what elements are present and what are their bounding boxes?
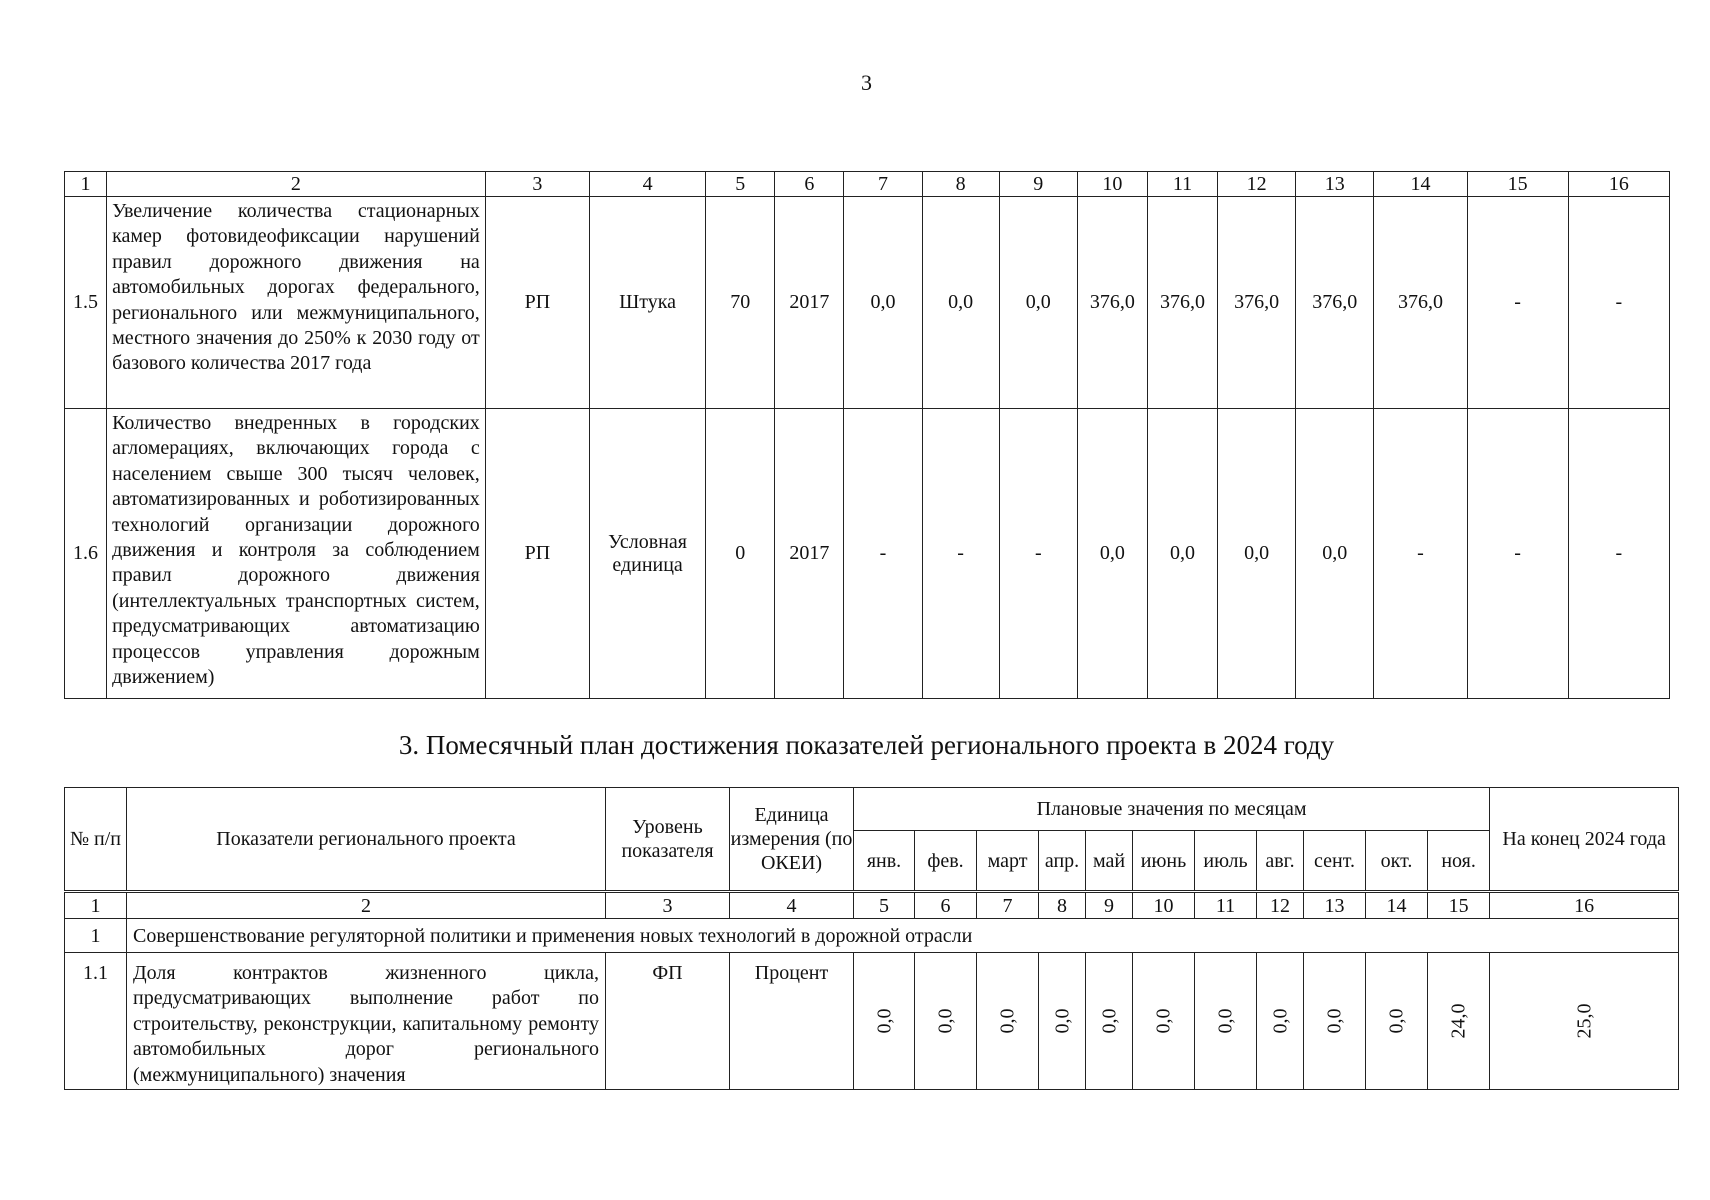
month-value-cell (1366, 953, 1428, 1090)
indicator-level: РП (485, 197, 589, 409)
value-cell: - (1374, 409, 1467, 699)
table-row (65, 409, 1670, 699)
month-header: авг. (1257, 831, 1304, 892)
section-number: 1 (65, 919, 127, 953)
col-number: 5 (706, 172, 775, 197)
header-number: № п/п (65, 788, 127, 892)
monthly-plan-table (64, 787, 1679, 1090)
month-value: 0,0 (1323, 1008, 1346, 1034)
header-year-end: На конец 2024 года (1490, 788, 1679, 892)
col-number: 7 (844, 172, 922, 197)
month-header: янв. (854, 831, 915, 892)
col-number: 2 (107, 172, 486, 197)
col-number: 10 (1133, 892, 1195, 919)
row-number: 1.1 (65, 953, 127, 1090)
col-number: 10 (1077, 172, 1147, 197)
section-title: 3. Помесячный план достижения показателей регионального проекта в 2024 году (398, 730, 1335, 760)
col-number: 14 (1366, 892, 1428, 919)
value-cell: 376,0 (1296, 197, 1374, 409)
month-value: 24,0 (1447, 1003, 1470, 1039)
header-indicator: Показатели регионального проекта (127, 788, 606, 892)
col-number: 1 (65, 172, 107, 197)
col-number: 12 (1218, 172, 1296, 197)
column-number-row (65, 172, 1670, 197)
col-number: 13 (1296, 172, 1374, 197)
base-value: 0 (706, 409, 775, 699)
value-cell: - (1568, 197, 1669, 409)
month-value-cell (915, 953, 977, 1090)
indicator-description: Количество внедренных в городских агломерациях, включающих города с населением свыше 300 тысяч человек, автоматизированных и роботизированных технологий организации дорожного движения и контроля за соблюдением правил дорожного движения (интеллектуальных транспортных систем, предусматривающих автоматизацию процессов управления дорожным движением) (107, 409, 486, 699)
col-number: 6 (775, 172, 844, 197)
month-value-cell (1257, 953, 1304, 1090)
value-cell: 0,0 (844, 197, 922, 409)
month-value: 0,0 (1385, 1008, 1408, 1034)
month-value-cell (1086, 953, 1133, 1090)
value-cell: 376,0 (1147, 197, 1217, 409)
col-number: 12 (1257, 892, 1304, 919)
month-header: сент. (1304, 831, 1366, 892)
page-number: 3 (861, 70, 872, 95)
month-value-cell (1304, 953, 1366, 1090)
month-header: апр. (1039, 831, 1086, 892)
col-number: 3 (606, 892, 730, 919)
row-number: 1.5 (65, 197, 107, 409)
month-value: 0,0 (996, 1008, 1019, 1034)
table-row (65, 197, 1670, 409)
col-number: 11 (1195, 892, 1257, 919)
table-row (65, 953, 1679, 1090)
col-number: 9 (1086, 892, 1133, 919)
value-cell: 0,0 (1218, 409, 1296, 699)
value-cell: - (1568, 409, 1669, 699)
month-value-cell (1195, 953, 1257, 1090)
indicators-table-continued (64, 171, 1670, 699)
value-cell: 0,0 (1147, 409, 1217, 699)
col-number: 6 (915, 892, 977, 919)
value-cell: 376,0 (1218, 197, 1296, 409)
col-number: 8 (1039, 892, 1086, 919)
value-cell: - (999, 409, 1077, 699)
col-number: 4 (589, 172, 705, 197)
indicator-description: Увеличение количества стационарных камер фотовидеофиксации нарушений правил дорожного движения на автомобильных дорогах федерального, регионального или межмуниципального, местного значения до 250% к 2030 году от базового количества 2017 года (107, 197, 486, 409)
value-cell: 376,0 (1374, 197, 1467, 409)
month-header: март (977, 831, 1039, 892)
section-row (65, 919, 1679, 953)
indicator-level: ФП (606, 953, 730, 1090)
col-number: 3 (485, 172, 589, 197)
row-number: 1.6 (65, 409, 107, 699)
col-number: 8 (922, 172, 999, 197)
header-monthly: Плановые значения по месяцам (854, 788, 1490, 831)
unit-of-measure: Процент (730, 953, 854, 1090)
month-value: 0,0 (1152, 1008, 1175, 1034)
month-header: июнь (1133, 831, 1195, 892)
month-header: фев. (915, 831, 977, 892)
col-number: 16 (1568, 172, 1669, 197)
unit-of-measure: Условная единица (589, 409, 705, 699)
value-cell: - (922, 409, 999, 699)
value-cell: 0,0 (1296, 409, 1374, 699)
indicator-description: Доля контрактов жизненного цикла, предусматривающих выполнение работ по строительству, реконструкции, капитальному ремонту автомобильных дорог регионального (межмуниципального) значения (127, 953, 606, 1090)
col-number: 4 (730, 892, 854, 919)
value-cell: 0,0 (999, 197, 1077, 409)
month-value-cell (977, 953, 1039, 1090)
month-header: ноя. (1428, 831, 1490, 892)
base-value: 70 (706, 197, 775, 409)
month-header: окт. (1366, 831, 1428, 892)
section-row-title: Совершенствование регуляторной политики и применения новых технологий в дорожной отрасли (127, 919, 1679, 953)
col-number: 16 (1490, 892, 1679, 919)
header-row (65, 788, 1679, 831)
month-header: май (1086, 831, 1133, 892)
month-value-cell (1428, 953, 1490, 1090)
col-number: 14 (1374, 172, 1467, 197)
col-number: 7 (977, 892, 1039, 919)
col-number: 1 (65, 892, 127, 919)
month-value: 0,0 (1269, 1008, 1291, 1034)
month-value: 0,0 (1098, 1008, 1120, 1034)
header-level: Уровень показателя (606, 788, 730, 892)
value-cell: - (844, 409, 922, 699)
col-number: 9 (999, 172, 1077, 197)
header-unit: Единица измерения (по ОКЕИ) (730, 788, 854, 892)
value-cell: - (1467, 409, 1568, 699)
month-value-cell (1039, 953, 1086, 1090)
year-end-value: 25,0 (1573, 1003, 1596, 1039)
month-value: 0,0 (1214, 1008, 1237, 1034)
base-year: 2017 (775, 409, 844, 699)
col-number: 13 (1304, 892, 1366, 919)
month-value: 0,0 (873, 1008, 895, 1034)
col-number: 15 (1428, 892, 1490, 919)
col-number: 2 (127, 892, 606, 919)
month-value-cell (854, 953, 915, 1090)
col-number: 5 (854, 892, 915, 919)
month-header: июль (1195, 831, 1257, 892)
col-number: 15 (1467, 172, 1568, 197)
month-value: 0,0 (1051, 1008, 1073, 1034)
value-cell: 376,0 (1077, 197, 1147, 409)
value-cell: 0,0 (1077, 409, 1147, 699)
month-value-cell (1133, 953, 1195, 1090)
month-value: 0,0 (934, 1008, 957, 1034)
indicator-level: РП (485, 409, 589, 699)
unit-of-measure: Штука (589, 197, 705, 409)
value-cell: - (1467, 197, 1568, 409)
col-number: 11 (1147, 172, 1217, 197)
value-cell: 0,0 (922, 197, 999, 409)
base-year: 2017 (775, 197, 844, 409)
column-number-row (65, 892, 1679, 919)
year-end-value-cell (1490, 953, 1679, 1090)
